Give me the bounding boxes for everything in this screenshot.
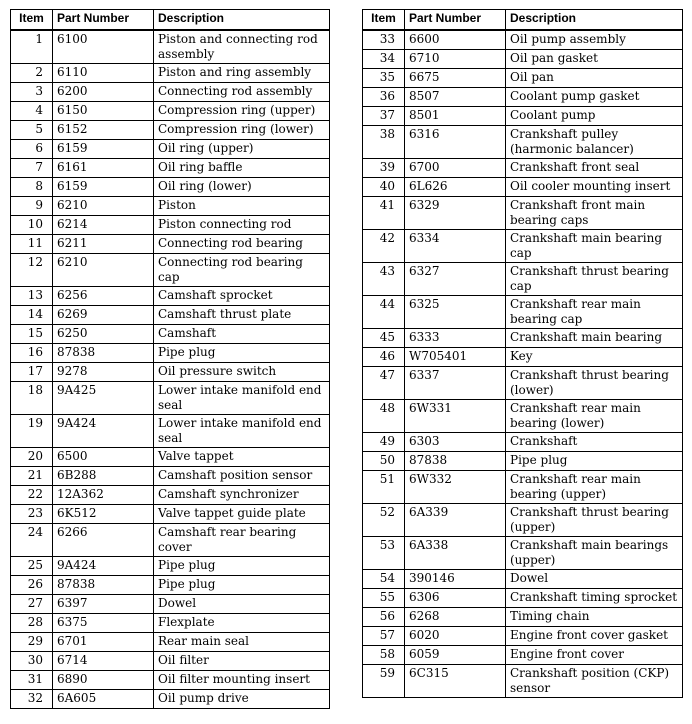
parts-table-left: [10, 9, 330, 709]
part-number: 6200: [53, 83, 154, 102]
item-number: 7: [11, 159, 53, 178]
part-description: Pipe plug: [154, 576, 330, 595]
table-row: [11, 595, 330, 614]
item-header: Item: [11, 10, 53, 31]
table-row: [11, 121, 330, 140]
table-row: [363, 329, 683, 348]
item-number: 11: [11, 235, 53, 254]
item-number: 36: [363, 88, 405, 107]
part-number: 6A338: [405, 537, 506, 570]
part-number: 9278: [53, 363, 154, 382]
part-number: 6K512: [53, 505, 154, 524]
part-number: 6214: [53, 216, 154, 235]
table-row: [11, 557, 330, 576]
part-description: Dowel: [506, 570, 683, 589]
header-row: [363, 10, 683, 31]
table-row: [363, 296, 683, 329]
part-description: Lower intake manifold end seal: [154, 415, 330, 448]
parts-table-right-body: [363, 30, 683, 698]
item-number: 40: [363, 178, 405, 197]
part-description: Crankshaft timing sprocket: [506, 589, 683, 608]
item-number: 12: [11, 254, 53, 287]
part-number: 6397: [53, 595, 154, 614]
table-row: [363, 30, 683, 50]
part-number: 6161: [53, 159, 154, 178]
table-row: [363, 537, 683, 570]
table-row: [363, 608, 683, 627]
part-description: Lower intake manifold end seal: [154, 382, 330, 415]
part-number-header: Part Number: [405, 10, 506, 31]
table-row: [11, 64, 330, 83]
part-description: Flexplate: [154, 614, 330, 633]
table-row: [363, 471, 683, 504]
item-number: 2: [11, 64, 53, 83]
part-description: Crankshaft front seal: [506, 159, 683, 178]
part-description: Pipe plug: [154, 344, 330, 363]
item-number: 37: [363, 107, 405, 126]
part-number: 6701: [53, 633, 154, 652]
item-number: 49: [363, 433, 405, 452]
description-header: Description: [154, 10, 330, 31]
table-row: [11, 633, 330, 652]
part-description: Crankshaft pulley (harmonic balancer): [506, 126, 683, 159]
part-number: 87838: [53, 576, 154, 595]
part-number: 6675: [405, 69, 506, 88]
part-description: Rear main seal: [154, 633, 330, 652]
item-number: 18: [11, 382, 53, 415]
part-number: 390146: [405, 570, 506, 589]
table-row: [11, 178, 330, 197]
part-description: Oil pressure switch: [154, 363, 330, 382]
table-row: [11, 287, 330, 306]
table-row: [11, 486, 330, 505]
part-number: 6W331: [405, 400, 506, 433]
part-number: 6210: [53, 197, 154, 216]
item-number: 21: [11, 467, 53, 486]
table-row: [11, 576, 330, 595]
part-description: Crankshaft thrust bearing (upper): [506, 504, 683, 537]
part-description: Crankshaft rear main bearing cap: [506, 296, 683, 329]
part-description: Piston: [154, 197, 330, 216]
item-number: 13: [11, 287, 53, 306]
item-number: 35: [363, 69, 405, 88]
part-description: Compression ring (upper): [154, 102, 330, 121]
table-row: [11, 159, 330, 178]
table-row: [363, 88, 683, 107]
part-number: 6C315: [405, 665, 506, 698]
part-number: 6100: [53, 30, 154, 64]
table-row: [363, 263, 683, 296]
part-description: Compression ring (lower): [154, 121, 330, 140]
part-description: Connecting rod bearing: [154, 235, 330, 254]
part-number: 6268: [405, 608, 506, 627]
item-number: 55: [363, 589, 405, 608]
part-description: Piston connecting rod: [154, 216, 330, 235]
part-description: Crankshaft rear main bearing (lower): [506, 400, 683, 433]
part-description: Piston and ring assembly: [154, 64, 330, 83]
item-number: 4: [11, 102, 53, 121]
part-number: 6269: [53, 306, 154, 325]
table-row: [11, 216, 330, 235]
part-description: Oil cooler mounting insert: [506, 178, 683, 197]
item-number: 38: [363, 126, 405, 159]
part-number: 6327: [405, 263, 506, 296]
item-number: 56: [363, 608, 405, 627]
item-number: 14: [11, 306, 53, 325]
part-number: 6L626: [405, 178, 506, 197]
table-row: [363, 178, 683, 197]
part-description: Camshaft sprocket: [154, 287, 330, 306]
item-number: 6: [11, 140, 53, 159]
part-description: Engine front cover: [506, 646, 683, 665]
item-number: 26: [11, 576, 53, 595]
part-description: Camshaft: [154, 325, 330, 344]
table-row: [11, 652, 330, 671]
item-number: 50: [363, 452, 405, 471]
parts-table-left-body: [11, 30, 330, 709]
table-row: [363, 107, 683, 126]
item-number: 41: [363, 197, 405, 230]
table-row: [363, 159, 683, 178]
part-number: 6152: [53, 121, 154, 140]
item-number: 5: [11, 121, 53, 140]
part-number: 6333: [405, 329, 506, 348]
part-number: 6A605: [53, 690, 154, 709]
part-number: 87838: [53, 344, 154, 363]
item-number: 9: [11, 197, 53, 216]
table-row: [363, 504, 683, 537]
part-description: Oil filter mounting insert: [154, 671, 330, 690]
part-number: 6325: [405, 296, 506, 329]
part-number: 6714: [53, 652, 154, 671]
part-number: 6500: [53, 448, 154, 467]
part-description: Crankshaft thrust bearing cap: [506, 263, 683, 296]
table-row: [11, 344, 330, 363]
item-number: 48: [363, 400, 405, 433]
table-row: [363, 126, 683, 159]
part-number: 6B288: [53, 467, 154, 486]
table-row: [363, 400, 683, 433]
part-number: 6059: [405, 646, 506, 665]
table-row: [11, 102, 330, 121]
part-number: 6256: [53, 287, 154, 306]
part-description: Oil ring baffle: [154, 159, 330, 178]
item-number: 39: [363, 159, 405, 178]
part-description: Crankshaft thrust bearing (lower): [506, 367, 683, 400]
part-description: Crankshaft position (CKP) sensor: [506, 665, 683, 698]
item-number: 17: [11, 363, 53, 382]
item-number: 52: [363, 504, 405, 537]
table-row: [363, 69, 683, 88]
table-row: [11, 382, 330, 415]
table-row: [363, 367, 683, 400]
part-description: Valve tappet guide plate: [154, 505, 330, 524]
item-number: 28: [11, 614, 53, 633]
part-description: Camshaft rear bearing cover: [154, 524, 330, 557]
part-description: Oil pan: [506, 69, 683, 88]
part-number: 6303: [405, 433, 506, 452]
part-number: 9A424: [53, 415, 154, 448]
part-number: 8501: [405, 107, 506, 126]
part-description: Camshaft position sensor: [154, 467, 330, 486]
part-number: 6020: [405, 627, 506, 646]
part-description: Crankshaft main bearings (upper): [506, 537, 683, 570]
part-number: 6316: [405, 126, 506, 159]
item-number: 1: [11, 30, 53, 64]
table-row: [11, 83, 330, 102]
part-number: 6150: [53, 102, 154, 121]
table-row: [11, 140, 330, 159]
table-row: [11, 448, 330, 467]
table-row: [11, 363, 330, 382]
part-description: Crankshaft front main bearing caps: [506, 197, 683, 230]
part-description: Pipe plug: [154, 557, 330, 576]
item-number: 29: [11, 633, 53, 652]
part-number: 6266: [53, 524, 154, 557]
part-description: Crankshaft main bearing: [506, 329, 683, 348]
item-number: 19: [11, 415, 53, 448]
item-number: 31: [11, 671, 53, 690]
item-number: 20: [11, 448, 53, 467]
part-number: 8507: [405, 88, 506, 107]
part-number: 6159: [53, 178, 154, 197]
table-row: [11, 306, 330, 325]
part-description: Timing chain: [506, 608, 683, 627]
item-number: 44: [363, 296, 405, 329]
part-number: 6710: [405, 50, 506, 69]
item-number: 27: [11, 595, 53, 614]
item-number: 22: [11, 486, 53, 505]
part-number: 6A339: [405, 504, 506, 537]
item-number: 33: [363, 30, 405, 50]
part-number: 6334: [405, 230, 506, 263]
part-description: Oil ring (lower): [154, 178, 330, 197]
item-number: 45: [363, 329, 405, 348]
part-number: 12A362: [53, 486, 154, 505]
part-description: Connecting rod assembly: [154, 83, 330, 102]
table-row: [11, 690, 330, 709]
table-row: [363, 665, 683, 698]
table-row: [11, 415, 330, 448]
item-number: 54: [363, 570, 405, 589]
part-description: Connecting rod bearing cap: [154, 254, 330, 287]
item-number: 59: [363, 665, 405, 698]
table-row: [363, 570, 683, 589]
part-number-header: Part Number: [53, 10, 154, 31]
part-number: 9A424: [53, 557, 154, 576]
part-number: 6110: [53, 64, 154, 83]
table-row: [11, 505, 330, 524]
table-row: [11, 524, 330, 557]
part-description: Engine front cover gasket: [506, 627, 683, 646]
item-number: 10: [11, 216, 53, 235]
table-row: [11, 197, 330, 216]
part-number: 6159: [53, 140, 154, 159]
table-row: [363, 348, 683, 367]
part-number: 6700: [405, 159, 506, 178]
table-row: [363, 230, 683, 263]
part-description: Crankshaft: [506, 433, 683, 452]
item-number: 23: [11, 505, 53, 524]
part-description: Camshaft synchronizer: [154, 486, 330, 505]
table-row: [11, 30, 330, 64]
part-number: W705401: [405, 348, 506, 367]
part-description: Crankshaft main bearing cap: [506, 230, 683, 263]
table-row: [11, 235, 330, 254]
part-description: Camshaft thrust plate: [154, 306, 330, 325]
header-row: [11, 10, 330, 31]
item-number: 34: [363, 50, 405, 69]
item-number: 30: [11, 652, 53, 671]
part-description: Key: [506, 348, 683, 367]
part-number: 6306: [405, 589, 506, 608]
item-number: 25: [11, 557, 53, 576]
part-description: Oil pump drive: [154, 690, 330, 709]
table-row: [363, 433, 683, 452]
item-number: 32: [11, 690, 53, 709]
part-number: 9A425: [53, 382, 154, 415]
item-number: 16: [11, 344, 53, 363]
item-number: 53: [363, 537, 405, 570]
part-description: Coolant pump: [506, 107, 683, 126]
part-number: 6W332: [405, 471, 506, 504]
table-row: [363, 197, 683, 230]
table-row: [363, 646, 683, 665]
table-row: [11, 671, 330, 690]
parts-table-right: [362, 9, 683, 698]
part-number: 87838: [405, 452, 506, 471]
table-row: [363, 589, 683, 608]
part-number: 6890: [53, 671, 154, 690]
table-row: [11, 325, 330, 344]
item-number: 43: [363, 263, 405, 296]
description-header: Description: [506, 10, 683, 31]
item-number: 24: [11, 524, 53, 557]
item-number: 46: [363, 348, 405, 367]
item-number: 47: [363, 367, 405, 400]
part-number: 6337: [405, 367, 506, 400]
item-header: Item: [363, 10, 405, 31]
part-number: 6211: [53, 235, 154, 254]
item-number: 15: [11, 325, 53, 344]
part-description: Piston and connecting rod assembly: [154, 30, 330, 64]
part-number: 6210: [53, 254, 154, 287]
table-row: [11, 254, 330, 287]
item-number: 3: [11, 83, 53, 102]
part-number: 6600: [405, 30, 506, 50]
part-number: 6375: [53, 614, 154, 633]
part-description: Pipe plug: [506, 452, 683, 471]
item-number: 42: [363, 230, 405, 263]
item-number: 8: [11, 178, 53, 197]
table-row: [363, 627, 683, 646]
part-description: Crankshaft rear main bearing (upper): [506, 471, 683, 504]
table-row: [11, 614, 330, 633]
table-row: [363, 50, 683, 69]
part-description: Oil pump assembly: [506, 30, 683, 50]
part-description: Oil pan gasket: [506, 50, 683, 69]
item-number: 58: [363, 646, 405, 665]
item-number: 51: [363, 471, 405, 504]
part-description: Coolant pump gasket: [506, 88, 683, 107]
part-number: 6250: [53, 325, 154, 344]
table-row: [11, 467, 330, 486]
part-description: Oil filter: [154, 652, 330, 671]
part-description: Valve tappet: [154, 448, 330, 467]
part-description: Oil ring (upper): [154, 140, 330, 159]
item-number: 57: [363, 627, 405, 646]
part-number: 6329: [405, 197, 506, 230]
table-row: [363, 452, 683, 471]
part-description: Dowel: [154, 595, 330, 614]
